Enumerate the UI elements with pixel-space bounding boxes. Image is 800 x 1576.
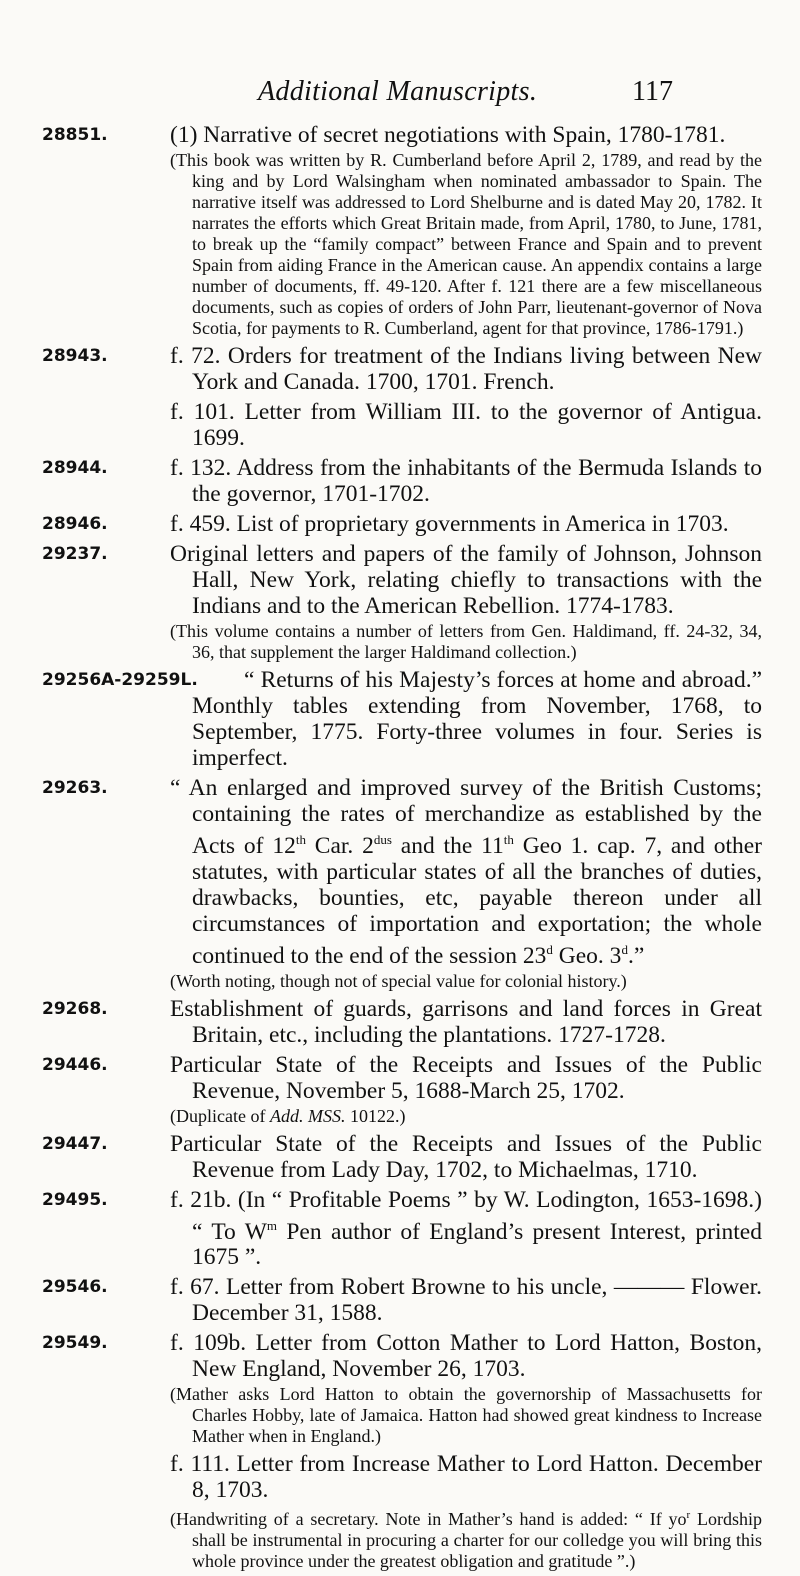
entry-text: (1) Narrative of secret negotiations with Spain, 1780-1781. <box>170 122 726 148</box>
list-item <box>42 1052 762 1127</box>
list-item <box>42 1274 762 1326</box>
entry-note: (Duplicate of Add. MSS. 10122.) <box>170 1105 406 1126</box>
entry-text: f. 67. Letter from Robert Browne to his uncle, ——— Flower. December 31, 1588. <box>170 1274 762 1327</box>
list-item <box>42 511 762 537</box>
entry-text: “ An enlarged and improved survey of the British Customs; containing the rates of merchandize as established by the Acts of 12th Car. $2^{dus}$ and the 11th Geo 1. cap. 7, and other statutes, with particular states of all the branches of duties, drawbacks, bounties, etc, payable thereon under all circumstances of importation and exportation; the whole continued to the end of the session 23$^d$ Geo. 3$^d$.” <box>170 775 762 969</box>
entry-text: Original letters and papers of the family of Johnson, Johnson Hall, New York, relating chiefly to transactions with the Indians and to the American Rebellion. 1774-1783. <box>170 541 762 619</box>
entry-text: f. 72. Orders for treatment of the Indians living between New York and Canada. 1700, 1701. French. <box>170 343 762 395</box>
manuscript-number: 29546. <box>42 1277 108 1298</box>
entry-text: f. 21b. (In “ Profitable Poems ” by W. Lodington, 1653-1698.) “ To $W^m$ Pen author of England’s present Interest, printed 1675 ”. <box>170 1186 762 1271</box>
list-item <box>42 775 762 992</box>
entry-text: f. 109b. Letter from Cotton Mather to Lord Hatton, Boston, New England, November 26, 1703. <box>170 1330 762 1383</box>
list-item <box>42 1451 762 1572</box>
entry-note: (This book was written by R. Cumberland before April 2, 1789, and read by the king and by Lord Walsingham when nominated ambassador to Spain. The narrative itself was addressed to Lord Shelburne and is dated May 20, 1782. It narrates the efforts which Great Britain made, from April, 1780, to June, 1781, to break up the “family compact” between France and Spain and to prevent Spain from aiding France in the American cause. An appendix contains a large number of documents, ff. 49-120. After f. 121 there are a few miscellaneous documents, such as copies of orders of John Parr, lieutenant-governor of Nova Scotia, for payments to R. Cumberland, agent for that province, 1786-1791.) <box>170 150 762 338</box>
list-item <box>42 399 762 451</box>
list-item <box>42 1187 762 1271</box>
list-item <box>42 343 762 395</box>
manuscript-number: 29256A-29259L. <box>42 670 198 690</box>
list-item <box>42 667 762 771</box>
entry-text: Particular State of the Receipts and Issues of the Public Revenue from Lady Day, 1702, to Michaelmas, 1710. <box>170 1130 762 1183</box>
manuscript-number: 28943. <box>42 346 108 366</box>
page-number: 117 <box>632 76 673 107</box>
entry-text: f. 111. Letter from Increase Mather to Lord Hatton. December 8, 1703. <box>170 1451 762 1504</box>
manuscript-number: 28944. <box>42 458 108 478</box>
manuscript-number: 29549. <box>42 1333 108 1354</box>
manuscript-list <box>42 122 762 1576</box>
entry-note: (Handwriting of a secretary. Note in Mather’s hand is added: “ If $yo^r$ Lordship shall be instrumental in procuring a charter for our colledge you will bring this whole province under the greatest obligation and gratitude ”.) <box>170 1509 763 1572</box>
entry-text: f. 459. List of proprietary governments in America in 1703. <box>170 511 729 537</box>
manuscript-number: 28946. <box>42 514 108 534</box>
manuscript-number: 29268. <box>42 998 108 1019</box>
list-item <box>42 1131 762 1183</box>
manuscript-number: 29237. <box>42 544 108 564</box>
manuscript-number: 28851. <box>42 125 108 145</box>
list-item <box>42 541 762 663</box>
entry-note: (This volume contains a number of letters from Gen. Haldimand, ff. 24-32, 34, 36, that supplement the larger Haldimand collection.) <box>170 621 762 662</box>
manuscript-number: 29263. <box>42 778 108 798</box>
entry-text: Particular State of the Receipts and Issues of the Public Revenue, November 5, 1688-March 25, 1702. <box>170 1051 762 1104</box>
manuscript-number: 29447. <box>42 1133 108 1154</box>
entry-text: f. 132. Address from the inhabitants of the Bermuda Islands to the governor, 1701-1702. <box>170 455 762 507</box>
entry-text: Establishment of guards, garrisons and land forces in Great Britain, etc., including the plantations. 1727-1728. <box>170 995 762 1048</box>
entry-text: f. 101. Letter from William III. to the governor of Antigua. 1699. <box>170 399 762 451</box>
list-item <box>42 122 762 339</box>
list-item <box>42 1330 762 1447</box>
entry-note: (Worth noting, though not of special value for colonial history.) <box>170 970 627 991</box>
list-item <box>42 996 762 1048</box>
entry-note: (Mather asks Lord Hatton to obtain the governorship of Massachusetts for Charles Hobby, late of Jamaica. Hatton had showed great kindness to Increase Mather when in England.) <box>170 1384 762 1447</box>
manuscript-number: 29446. <box>42 1054 108 1075</box>
list-item <box>42 455 762 507</box>
entry-text: “ Returns of his Majesty’s forces at home and abroad.” Monthly tables extending from November, 1768, to September, 1775. Forty-three volumes in four. Series is imperfect. <box>192 667 762 771</box>
manuscript-number: 29495. <box>42 1189 108 1210</box>
running-title: Additional Manuscripts. <box>258 76 538 107</box>
running-head <box>0 76 800 116</box>
